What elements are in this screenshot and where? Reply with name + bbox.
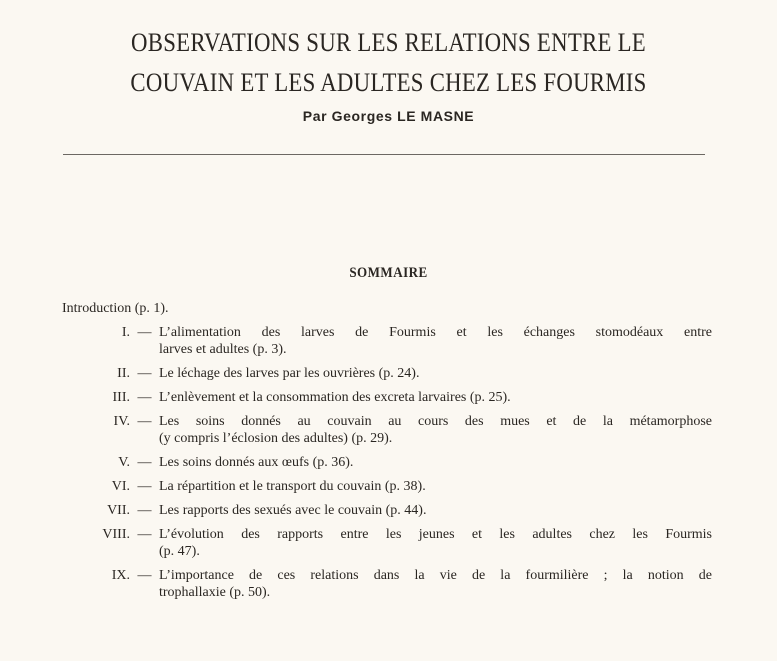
toc-entry-text [159, 526, 712, 560]
horizontal-rule [63, 154, 705, 155]
toc-entry-text [159, 389, 712, 406]
toc-entry [62, 526, 712, 560]
toc-entry [62, 478, 712, 495]
toc-entry-dash: — [137, 455, 152, 470]
toc-entry-number: VI. [111, 479, 130, 494]
toc-entry-number: VII. [107, 503, 130, 518]
toc-entry-line: (y compris l’éclosion des adultes) (p. 29). [159, 431, 393, 446]
toc-entry-line: L’enlèvement et la consommation des excreta larvaires (p. 25). [159, 390, 511, 405]
toc-entry [62, 389, 712, 406]
toc-introduction: Introduction (p. 1). [62, 301, 169, 316]
toc-entry-line: larves et adultes (p. 3). [159, 342, 287, 357]
title-line-2: COUVAIN ET LES ADULTES CHEZ LES FOURMIS [130, 67, 647, 97]
toc-entry-line: Les soins donnés aux œufs (p. 36). [159, 455, 354, 470]
toc-entry-text [159, 365, 712, 382]
toc-entry-text [159, 502, 712, 519]
toc-entry-text [159, 324, 712, 358]
toc-entry-dash: — [137, 503, 152, 518]
toc-entry-number: III. [112, 390, 130, 405]
table-of-contents [62, 300, 712, 608]
toc-entry-dash: — [137, 414, 152, 429]
toc-entry [62, 567, 712, 601]
toc-entry-line: L’importance de ces relations dans la vie de la fourmilière ; la notion de [159, 568, 712, 583]
toc-entry-dash: — [137, 568, 152, 583]
toc-entry-text [159, 413, 712, 447]
toc-entry [62, 365, 712, 382]
toc-entry [62, 454, 712, 471]
toc-entry [62, 413, 712, 447]
toc-entry-dash: — [137, 527, 152, 542]
toc-entry-line: L’évolution des rapports entre les jeunes et les adultes chez les Fourmis [159, 527, 712, 542]
toc-entry-line: (p. 47). [159, 544, 200, 559]
toc-entry-number: V. [118, 455, 130, 470]
toc-entry-dash: — [137, 390, 152, 405]
title-line-1: OBSERVATIONS SUR LES RELATIONS ENTRE LE [131, 27, 646, 57]
toc-entry-dash: — [137, 366, 152, 381]
article-title [54, 22, 722, 102]
toc-entry [62, 502, 712, 519]
toc-entry-dash: — [137, 325, 152, 340]
toc-entry-number: VIII. [102, 527, 130, 542]
toc-entry-line: trophallaxie (p. 50). [159, 585, 271, 600]
sommaire-heading: SOMMAIRE [349, 265, 428, 281]
toc-entry-line: Le léchage des larves par les ouvrières (p. 24). [159, 366, 420, 381]
toc-entry [62, 324, 712, 358]
author-byline: Par Georges LE MASNE [302, 108, 475, 124]
toc-entry-text [159, 454, 712, 471]
toc-entry-line: Les rapports des sexués avec le couvain (p. 44). [159, 503, 427, 518]
toc-entry-line: La répartition et le transport du couvain (p. 38). [159, 479, 426, 494]
toc-entry-text [159, 478, 712, 495]
toc-entry-line: Les soins donnés au couvain au cours des mues et de la métamorphose [159, 414, 712, 429]
toc-entry-number: IV. [113, 414, 130, 429]
toc-entry-number: I. [121, 325, 130, 340]
toc-entry-number: IX. [111, 568, 130, 583]
toc-entry-dash: — [137, 479, 152, 494]
toc-entry-line: L’alimentation des larves de Fourmis et les échanges stomodéaux entre [159, 325, 712, 340]
toc-entry-number: II. [117, 366, 130, 381]
toc-entry-text [159, 567, 712, 601]
